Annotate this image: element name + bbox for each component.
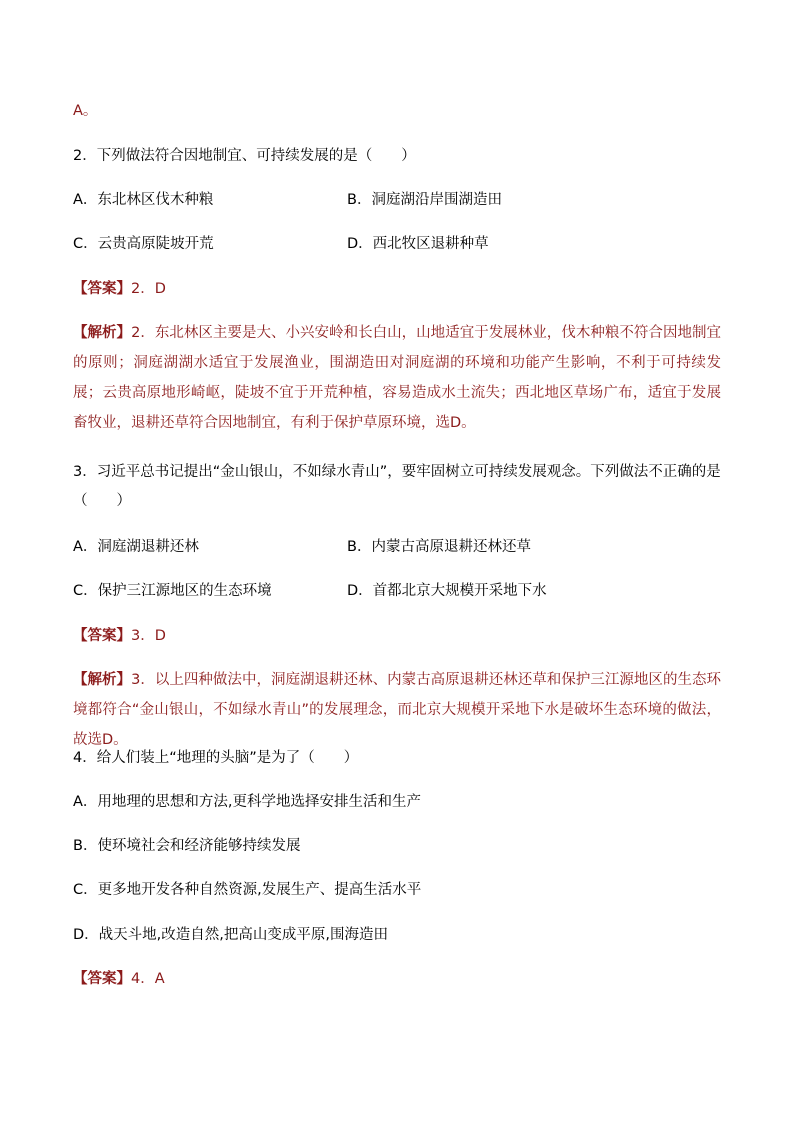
q3-analysis-text: 3．以上四种做法中，洞庭湖退耕还林、内蒙古高原退耕还林还草和保护三江源地区的生态环境都符合“金山银山，不如绿水青山”的发展理念，而北京大规模开采地下水是破坏生态环境的做法，故选D。 — [73, 672, 721, 748]
q2-answer-text: 2．D — [131, 281, 166, 297]
q3-analysis — [73, 665, 721, 755]
q2-option-d[interactable]: D．西北牧区退耕种草 — [347, 236, 489, 252]
q1-answer-tail: A。 — [73, 103, 98, 119]
q3-stem-line1: 3．习近平总书记提出“金山银山，不如绿水青山”，要牢固树立可持续发展观念。下列做法不正确的是 — [73, 464, 721, 480]
q4-option-d[interactable]: D．战天斗地,改造自然,把高山变成平原,围海造田 — [73, 927, 388, 943]
q3-option-a[interactable]: A．洞庭湖退耕还林 — [73, 539, 199, 555]
q4-answer — [73, 969, 165, 989]
q3-answer — [73, 626, 166, 646]
q2-option-c[interactable]: C．云贵高原陡坡开荒 — [73, 236, 214, 252]
q3-analysis-tag: 【解析】 — [73, 672, 132, 688]
q2-answer-tag: 【答案】 — [73, 281, 131, 297]
q3-stem-line2: （ ） — [73, 493, 131, 509]
q4-stem: 4．给人们装上“地理的头脑”是为了（ ） — [73, 750, 359, 766]
q2-option-a[interactable]: A．东北林区伐木种粮 — [73, 192, 214, 208]
q4-option-b[interactable]: B．使环境社会和经济能够持续发展 — [73, 838, 301, 854]
q2-stem: 2．下列做法符合因地制宜、可持续发展的是（ ） — [73, 148, 416, 164]
q4-answer-tag: 【答案】 — [73, 971, 131, 987]
q4-option-a[interactable]: A．用地理的思想和方法,更科学地选择安排生活和生产 — [73, 794, 422, 810]
q2-answer — [73, 279, 166, 299]
q3-option-c[interactable]: C．保护三江源地区的生态环境 — [73, 583, 272, 599]
q2-option-b[interactable]: B．洞庭湖沿岸围湖造田 — [347, 192, 502, 208]
q2-analysis-tag: 【解析】 — [73, 325, 132, 341]
q3-answer-tag: 【答案】 — [73, 628, 131, 644]
q4-option-c[interactable]: C．更多地开发各种自然资源,发展生产、提高生活水平 — [73, 882, 422, 898]
q4-answer-text: 4．A — [131, 971, 165, 987]
q2-analysis — [73, 318, 721, 438]
q3-option-d[interactable]: D．首都北京大规模开采地下水 — [347, 583, 547, 599]
q3-option-b[interactable]: B．内蒙古高原退耕还林还草 — [347, 539, 531, 555]
q3-answer-text: 3．D — [131, 628, 166, 644]
q2-analysis-text: 2．东北林区主要是大、小兴安岭和长白山，山地适宜于发展林业，伐木种粮不符合因地制宜的原则；洞庭湖湖水适宜于发展渔业，围湖造田对洞庭湖的环境和功能产生影响，不利于可持续发展；云贵高原地形崎岖，陡坡不宜于开荒种植，容易造成水土流失；西北地区草场广布，适宜于发展畜牧业，退耕还草符合因地制宜，有利于保护草原环境，选D。 — [73, 325, 721, 431]
